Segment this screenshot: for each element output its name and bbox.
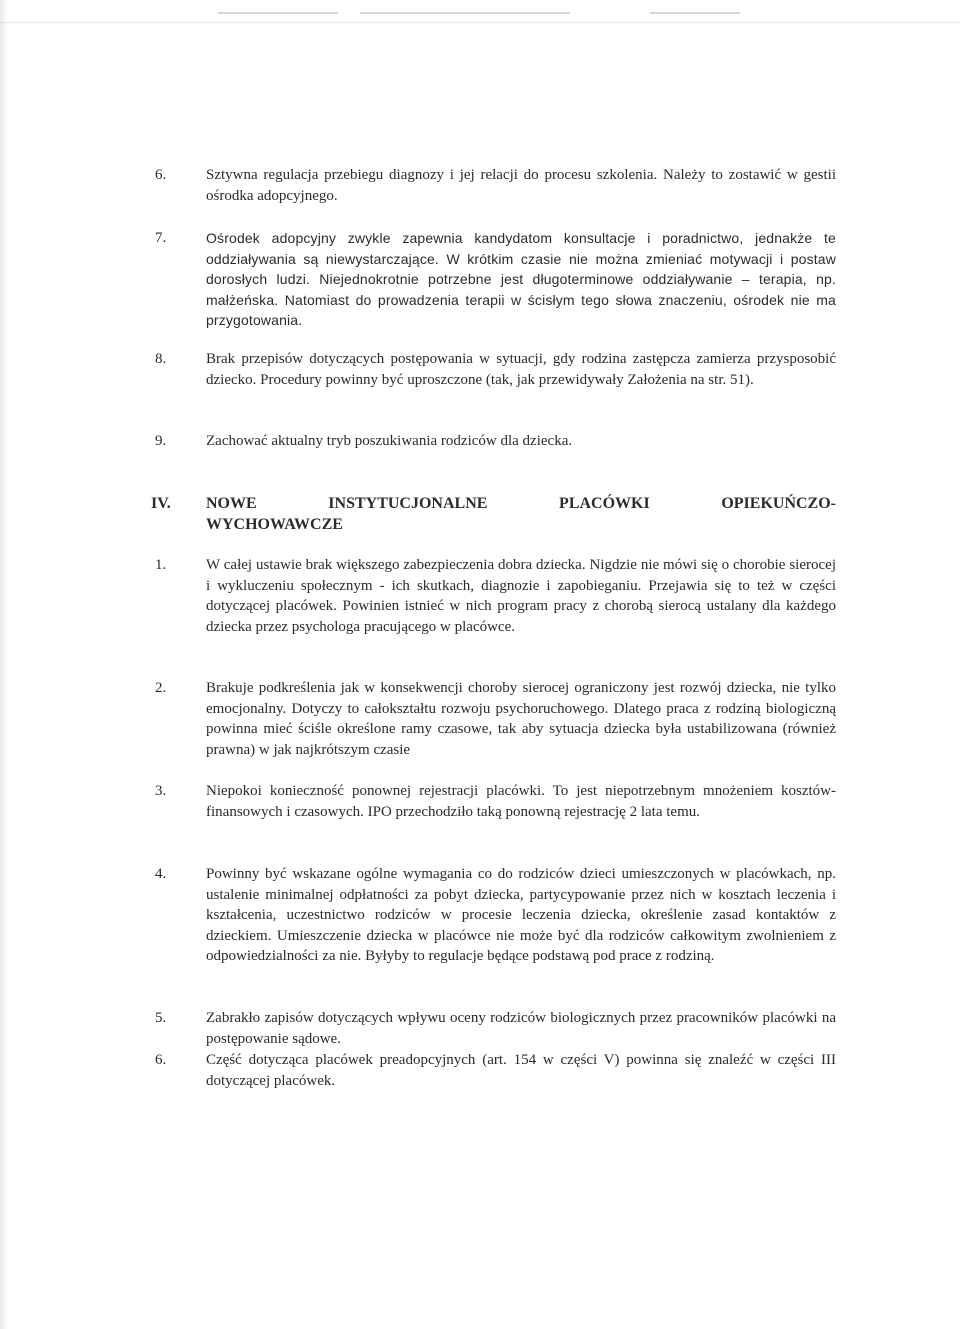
item-number: 3. [155,783,167,799]
scan-smudge [650,12,740,14]
item-number: 6. [155,1052,167,1068]
section-title-line2: WYCHOWAWCZE [206,516,343,533]
item-number: 6. [155,167,167,183]
section-number: IV. [151,495,171,512]
scan-smudge [360,12,570,14]
item-number: 7. [155,230,167,246]
item-text: Brak przepisów dotyczących postępowania w sytuacji, gdy rodzina zastępcza zamierza przysposobić dziecko. Procedury powinny być uproszczone (tak, jak przewidywały Założenia na str. 51). [206,351,836,388]
item-number: 4. [155,866,167,882]
section-title [206,493,836,535]
item-number: 2. [155,680,167,696]
scan-top-edge [0,0,960,23]
section-title-line1: NOWE INSTYTUCJONALNE PLACÓWKI OPIEKUŃCZO- [206,495,836,512]
item-text: Zabrakło zapisów dotyczących wpływu oceny rodziców biologicznych przez pracowników placówki na postępowanie sądowe. [206,1010,836,1047]
item-number: 1. [155,557,167,573]
item-text: Część dotycząca placówek preadopcyjnych (art. 154 w części V) powinna się znaleźć w części III dotyczącej placówek. [206,1052,836,1089]
item-number: 9. [155,433,167,449]
item-text: Brakuje podkreślenia jak w konsekwencji choroby sierocej ograniczony jest rozwój dziecka, nie tylko emocjonalny. Dotyczy to całokształtu rozwoju psychoruchowego. Dlatego praca z rodziną biologiczną powinna mieć ściśle określone ramy czasowe, tak aby sytuacja dziecka była ustabilizowana (również prawna) w jak najkrótszym czasie [206,680,836,758]
scan-left-edge [0,0,8,1329]
item-text: Niepokoi konieczność ponownej rejestracji placówki. To jest niepotrzebnym mnożeniem kosztów- finansowych i czasowych. IPO przechodziło taką ponowną rejestrację 2 lata temu. [206,783,836,820]
item-text: Zachować aktualny tryb poszukiwania rodziców dla dziecka. [206,433,573,449]
item-text: W całej ustawie brak większego zabezpieczenia dobra dziecka. Nigdzie nie mówi się o chorobie sierocej i wykluczeniu społecznym - ich skutkach, diagnozie i zapobieganiu. Przejawia się to też w części dotyczącej placówek. Powinien istnieć w nich program pracy z chorobą sierocą ustalany dla każdego dziecka przez psychologa pracującego w placówce. [206,557,836,635]
scan-smudge [218,12,338,14]
item-number: 5. [155,1010,167,1026]
item-text: Ośrodek adopcyjny zwykle zapewnia kandydatom konsultacje i poradnictwo, jednakże te oddziaływania są niewystarczające. W krótkim czasie nie można zmieniać motywacji i postaw dorosłych ludzi. Niejednokrotnie potrzebne jest długoterminowe oddziaływanie – terapia, np. małżeńska. Natomiast do prowadzenia terapii w ścisłym tego słowa znaczeniu, ośrodek nie ma przygotowania. [206,230,836,329]
item-text: Sztywna regulacja przebiegu diagnozy i jej relacji do procesu szkolenia. Należy to zostawić w gestii ośrodka adopcyjnego. [206,167,836,204]
item-number: 8. [155,351,167,367]
item-text: Powinny być wskazane ogólne wymagania co do rodziców dzieci umieszczonych w placówkach, np. ustalenie minimalnej odpłatności za pobyt dziecka, partycypowanie przez nich w kosztach leczenia i kształcenia, uczestnictwo rodziców w procesie leczenia dziecka, określenie zasad kontaktów z dzieckiem. Umieszczenie dziecka w placówce nie może być dla rodziców całkowitym zwolnieniem z odpowiedzialności za nie. Byłyby to regulacje będące podstawą pod prace z rodziną. [206,866,836,965]
